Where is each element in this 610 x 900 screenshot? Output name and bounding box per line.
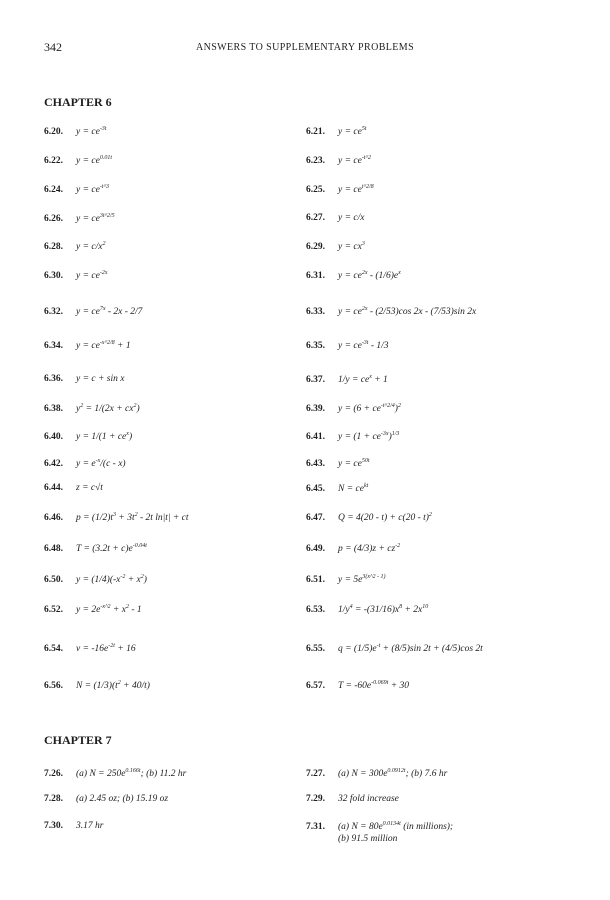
answer-6-28-expr: $y = c/x^2$ <box>76 241 106 253</box>
answer-6-28: 6.28. $y = c/x^2$ <box>44 241 106 253</box>
answer-6-46-expr: $p = (1/2)t^3 + 3t^2 - 2t$ ln|t| + ct <box>76 512 189 524</box>
answer-6-26: 6.26. $y = ce^{3t\^{}2/5}$ <box>44 213 115 225</box>
answer-7-27: 7.27. (a) $N = 300e^{0.0912t}$; (b) 7.6 hr <box>306 768 448 780</box>
answer-6-43: 6.43. $y = ce^{50t}$ <box>306 458 370 470</box>
answer-7-27-expr: (a) $N = 300e^{0.0912t}$; (b) 7.6 hr <box>338 768 448 780</box>
answer-6-54-expr: $v = -16e^{-2t} + 16$ <box>76 643 136 655</box>
answer-6-23-expr: $y = ce^{-t\^{}2}$ <box>338 155 372 167</box>
answer-6-57: 6.57. $T = -60e^{-0.069t} + 30$ <box>306 680 409 692</box>
answer-6-31-expr: $y = ce^{2x} - (1/6)e^x$ <box>338 270 401 282</box>
answer-6-33: 6.33. $y = ce^{2x} - (2/53)\cos$ 2x - (7/53)sin 2x <box>306 306 477 318</box>
answer-6-40: 6.40. $y = 1/(1 + ce^x)$ <box>44 431 133 443</box>
answer-7-31-expr: (a) $N = 80e^{0.0134t}$ (in millions); <box>338 821 454 833</box>
answer-6-55-expr: $q = (1/5)e^{-t} + (8/5)\sin$ 2t + (4/5)cos 2t <box>338 643 483 655</box>
answer-6-21-expr: $y = ce^{5t}$ <box>338 126 367 138</box>
answer-6-52-expr: $y = 2e^{-x\^{}2} + x^2 - 1$ <box>76 604 142 616</box>
answer-7-30-expr: 3.17 hr <box>76 821 104 831</box>
answer-6-37-expr: $1/y = ce^x + 1$ <box>338 374 388 386</box>
answer-6-38-expr: $y^2 = 1/(2x + cx^2)$ <box>76 403 140 415</box>
chapter-6-heading: CHAPTER 6 <box>44 95 112 109</box>
answer-6-57-expr: $T = -60e^{-0.069t} + 30$ <box>338 680 409 692</box>
answer-6-31: 6.31. $y = ce^{2x} - (1/6)e^x$ <box>306 270 401 282</box>
answer-7-26-expr: (a) $N = 250e^{0.166t}$; (b) 11.2 hr <box>76 768 187 780</box>
answer-6-47: 6.47. Q = 4(20 - t) + c(20 - t)$^2$ <box>306 512 432 524</box>
answer-6-34: 6.34. $y = ce^{-x\^{}2/8} + 1$ <box>44 340 131 352</box>
answer-6-32: 6.32. $y = ce^{7x} - 2x - 2/7$ <box>44 306 143 318</box>
answer-6-27-expr: y = c/x <box>338 213 365 223</box>
answer-6-56-expr: $N = (1/3)(t^2 + 40/t)$ <box>76 680 150 692</box>
answer-7-29: 7.29. 32 fold increase <box>306 794 399 804</box>
answer-6-49: 6.49. $p = (4/3)z + cz^{-2}$ <box>306 543 401 555</box>
answer-6-36: 6.36. y = c + sin x <box>44 374 125 384</box>
answer-6-33-expr: $y = ce^{2x} - (2/53)\cos$ 2x - (7/53)sin 2x <box>338 306 477 318</box>
answer-6-29: 6.29. $y = cx^3$ <box>306 241 365 253</box>
answer-6-51: 6.51. $y = 5e^{3(x\^{}2 - 1)}$ <box>306 574 386 586</box>
answer-6-43-expr: $y = ce^{50t}$ <box>338 458 370 470</box>
answer-7-28: 7.28. (a) 2.45 oz; (b) 15.19 oz <box>44 794 169 804</box>
answer-7-30: 7.30. 3.17 hr <box>44 821 104 831</box>
answer-6-55: 6.55. $q = (1/5)e^{-t} + (8/5)\sin$ 2t + (4/5)cos 2t <box>306 643 483 655</box>
answer-6-44-expr: z = c√t <box>76 483 103 493</box>
page-number: 342 <box>44 40 62 54</box>
answer-6-54: 6.54. $v = -16e^{-2t} + 16$ <box>44 643 136 655</box>
answer-7-31: 7.31. (a) $N = 80e^{0.0134t}$ (in millions); <box>306 821 454 833</box>
answer-6-51-expr: $y = 5e^{3(x\^{}2 - 1)}$ <box>338 574 386 586</box>
running-title: ANSWERS TO SUPPLEMENTARY PROBLEMS <box>195 42 415 53</box>
answer-6-32-expr: $y = ce^{7x} - 2x - 2/7$ <box>76 306 143 318</box>
answer-6-20: 6.20. $y = ce^{-3t}$ <box>44 126 107 138</box>
answer-6-25-expr: $y = ce^{t\^{}2/8}$ <box>338 184 374 196</box>
answer-6-30-expr: $y = ce^{-2x}$ <box>76 270 108 282</box>
answer-6-35: 6.35. $y = ce^{-3t} - 1/3$ <box>306 340 389 352</box>
answer-6-45: 6.45. $N = ce^{kt}$ <box>306 483 369 495</box>
answer-6-44: 6.44. z = c√t <box>44 483 103 493</box>
answer-6-29-expr: $y = cx^3$ <box>338 241 365 253</box>
answer-6-36-expr: y = c + sin x <box>76 374 125 384</box>
answer-6-53: 6.53. $1/y^4 = -(31/16)x^8 + 2x^{10}$ <box>306 604 429 616</box>
answer-6-26-expr: $y = ce^{3t\^{}2/5}$ <box>76 213 115 225</box>
answer-6-41: 6.41. $y = (1 + ce^{-3x})^{1/3}$ <box>306 431 400 443</box>
answer-6-49-expr: $p = (4/3)z + cz^{-2}$ <box>338 543 401 555</box>
answer-6-40-expr: $y = 1/(1 + ce^x)$ <box>76 431 133 443</box>
answer-6-39-expr: $y = (6 + ce^{-t\^{}2/4})^2$ <box>338 403 401 415</box>
answer-6-35-expr: $y = ce^{-3t} - 1/3$ <box>338 340 389 352</box>
answer-6-30: 6.30. $y = ce^{-2x}$ <box>44 270 108 282</box>
answer-6-23: 6.23. $y = ce^{-t\^{}2}$ <box>306 155 372 167</box>
answer-6-24-expr: $y = ce^{-t\^{}3}$ <box>76 184 110 196</box>
answer-6-48: 6.48. $T = (3.2t + c)e^{-0.04t}$ <box>44 543 147 555</box>
answer-6-39: 6.39. $y = (6 + ce^{-t\^{}2/4})^2$ <box>306 403 401 415</box>
answer-6-21: 6.21. $y = ce^{5t}$ <box>306 126 367 138</box>
answer-7-31-continued <box>306 834 397 844</box>
answer-7-26: 7.26. (a) $N = 250e^{0.166t}$; (b) 11.2 hr <box>44 768 187 780</box>
answer-6-34-expr: $y = ce^{-x\^{}2/8} + 1$ <box>76 340 131 352</box>
answer-6-50-expr: $y = (1/4)(-x^{-2} + x^2)$ <box>76 574 147 586</box>
answer-6-42-expr: $y = e^{-x}/(c - x)$ <box>76 458 126 470</box>
answer-6-45-expr: $N = ce^{kt}$ <box>338 483 369 495</box>
answer-6-22-expr: $y = ce^{0.01t}$ <box>76 155 112 167</box>
answer-6-27: 6.27. y = c/x <box>306 213 365 223</box>
answer-6-46: 6.46. $p = (1/2)t^3 + 3t^2 - 2t$ ln|t| + ct <box>44 512 189 524</box>
answer-7-31b-expr: (b) 91.5 million <box>338 834 398 844</box>
answer-6-24: 6.24. $y = ce^{-t\^{}3}$ <box>44 184 110 196</box>
answer-6-41-expr: $y = (1 + ce^{-3x})^{1/3}$ <box>338 431 400 443</box>
answer-6-25: 6.25. $y = ce^{t\^{}2/8}$ <box>306 184 374 196</box>
answer-6-37: 6.37. $1/y = ce^x + 1$ <box>306 374 388 386</box>
answer-7-28-expr: (a) 2.45 oz; (b) 15.19 oz <box>76 794 169 804</box>
answer-6-20-expr: $y = ce^{-3t}$ <box>76 126 107 138</box>
answer-6-53-expr: $1/y^4 = -(31/16)x^8 + 2x^{10}$ <box>338 604 429 616</box>
answer-6-48-expr: $T = (3.2t + c)e^{-0.04t}$ <box>76 543 147 555</box>
answer-6-52: 6.52. $y = 2e^{-x\^{}2} + x^2 - 1$ <box>44 604 142 616</box>
chapter-7-heading: CHAPTER 7 <box>44 733 112 747</box>
answer-6-47-expr: Q = 4(20 - t) + c(20 - t)$^2$ <box>338 512 432 524</box>
answer-6-42: 6.42. $y = e^{-x}/(c - x)$ <box>44 458 126 470</box>
answer-7-29-expr: 32 fold increase <box>338 794 399 804</box>
answer-6-38: 6.38. $y^2 = 1/(2x + cx^2)$ <box>44 403 140 415</box>
answer-6-56: 6.56. $N = (1/3)(t^2 + 40/t)$ <box>44 680 150 692</box>
answer-6-22: 6.22. $y = ce^{0.01t}$ <box>44 155 112 167</box>
answer-6-50: 6.50. $y = (1/4)(-x^{-2} + x^2)$ <box>44 574 147 586</box>
